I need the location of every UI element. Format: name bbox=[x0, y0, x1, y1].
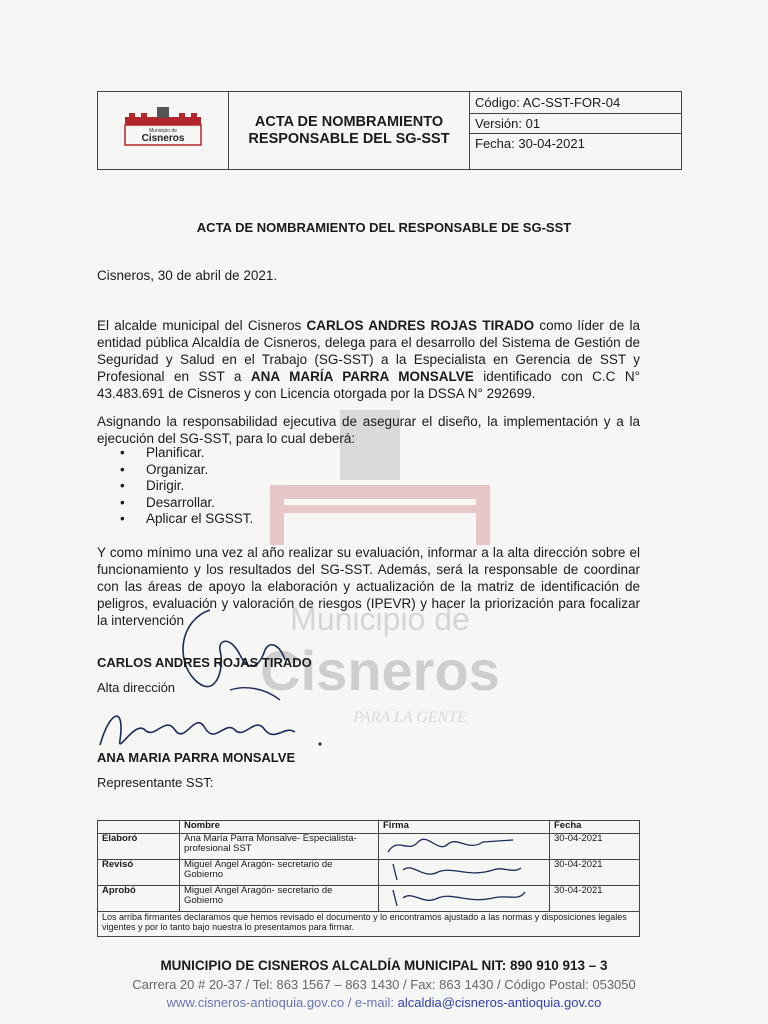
signatory-1-name: CARLOS ANDRES ROJAS TIRADO bbox=[97, 655, 312, 670]
form-code: Código: AC-SST-FOR-04 bbox=[470, 92, 681, 114]
document-title: ACTA DE NOMBRAMIENTO DEL RESPONSABLE DE SG-SST bbox=[196, 220, 572, 235]
approval-note: Los arriba firmantes declaramos que hemos revisado el documento y lo encontramos ajustado a las normas y disposiciones legales vigentes y por lo tanto bajo nuestra lo presentamos para firmar. bbox=[98, 912, 640, 937]
website-link[interactable]: www.cisneros-antioquia.gov.co bbox=[166, 995, 345, 1010]
list-item: • Aplicar el SGSST. bbox=[120, 511, 253, 528]
svg-text:Municipio de: Municipio de bbox=[148, 127, 178, 134]
list-item: • Desarrollar. bbox=[120, 495, 253, 512]
footer-entity: MUNICIPIO DE CISNEROS ALCALDÍA MUNICIPAL NIT: 890 910 913 – 3 bbox=[160, 958, 608, 973]
form-title bbox=[229, 92, 470, 169]
form-date: Fecha: 30-04-2021 bbox=[475, 136, 585, 151]
footer-contact: www.cisneros-antioquia.gov.co / e-mail: alcaldia@cisneros-antioquia.gov.co bbox=[166, 995, 602, 1010]
signature-cell bbox=[379, 860, 550, 886]
signatory-2-name: ANA MARIA PARRA MONSALVE bbox=[97, 750, 296, 765]
table-row: Revisó Miguel Ángel Aragón- secretario de Gobierno 30-04-2021 bbox=[98, 860, 640, 886]
email-link[interactable]: alcaldia@cisneros-antioquia.gov.co bbox=[397, 995, 602, 1010]
svg-text:PARA LA GENTE: PARA LA GENTE bbox=[353, 709, 467, 726]
form-meta bbox=[470, 92, 681, 169]
table-row: Elaboró Ana María Parra Monsalve- Especialista-profesional SST 30-04-2021 bbox=[98, 834, 640, 860]
list-item: • Dirigir. bbox=[120, 478, 253, 495]
date-line: Cisneros, 30 de abril de 2021. bbox=[97, 268, 278, 283]
paragraph-responsibility: Asignando la responsabilidad ejecutiva de asegurar el diseño, la implementación y a la ejecución del SG-SST, para lo cual deberá: bbox=[97, 414, 640, 446]
signatory-2-role: Representante SST: bbox=[97, 775, 214, 790]
svg-text:Municipio de: Municipio de bbox=[290, 601, 470, 637]
signatory-1-role: Alta dirección bbox=[97, 680, 176, 695]
duties-list bbox=[120, 445, 253, 528]
table-note-row bbox=[98, 912, 640, 937]
appointee-name: ANA MARÍA PARRA MONSALVE bbox=[250, 369, 474, 384]
list-item: • Organizar. bbox=[120, 462, 253, 479]
header-table bbox=[97, 91, 682, 170]
paragraph-appointment: El alcalde municipal del Cisneros CARLOS ANDRES ROJAS TIRADO como líder de la entidad pública Alcaldía de Cisneros, delega para el desarrollo del Sistema de Gestión de Seguridad y Salud en el Trabajo (SG-SST) a la Especialista en Gerencia de SST y Profesional en SST a ANA MARÍA PARRA MONSALVE identificado con C.C N° 43.483.691 de Cisneros y con Licencia otorgada por la DSSA N° 292699. bbox=[97, 318, 641, 401]
footer-address: Carrera 20 # 20-37 / Tel: 863 1567 – 863 1430 / Fax: 863 1430 / Código Postal: 053050 bbox=[132, 977, 636, 992]
table-header-cell: Nombre bbox=[180, 821, 379, 834]
list-item: • Planificar. bbox=[120, 445, 253, 462]
signature-cell bbox=[379, 834, 550, 860]
table-row: Aprobó Miguel Ángel Aragón- secretario de Gobierno 30-04-2021 bbox=[98, 886, 640, 912]
approval-table bbox=[97, 820, 640, 937]
paragraph-evaluation: Y como mínimo una vez al año realizar su evaluación, informar a la alta dirección sobre el funcionamiento y los resultados del SG-SST. Además, será la responsable de coordinar con las áreas de apoyo la elaboración y actualización de la matriz de identificación de peligros, evaluación y valoración de riesgos (IPEVR) y hacer la priorización para focalizar la intervención bbox=[97, 545, 640, 628]
svg-text:Cisneros: Cisneros bbox=[260, 639, 500, 702]
form-title-line1: ACTA DE NOMBRAMIENTO bbox=[254, 113, 444, 130]
table-header-cell bbox=[98, 821, 180, 834]
table-header-cell: Firma bbox=[379, 821, 550, 834]
signature-cell bbox=[379, 886, 550, 912]
svg-text:Cisneros: Cisneros bbox=[141, 132, 185, 144]
mayor-name: CARLOS ANDRES ROJAS TIRADO bbox=[306, 318, 535, 333]
table-header-cell: Fecha bbox=[550, 821, 640, 834]
table-header-row bbox=[98, 821, 640, 834]
mayor-signature bbox=[170, 580, 300, 720]
municipality-logo bbox=[98, 92, 229, 169]
form-version: Versión: 01 bbox=[470, 114, 681, 134]
form-title-line2: RESPONSABLE DEL SG-SST bbox=[248, 130, 450, 147]
